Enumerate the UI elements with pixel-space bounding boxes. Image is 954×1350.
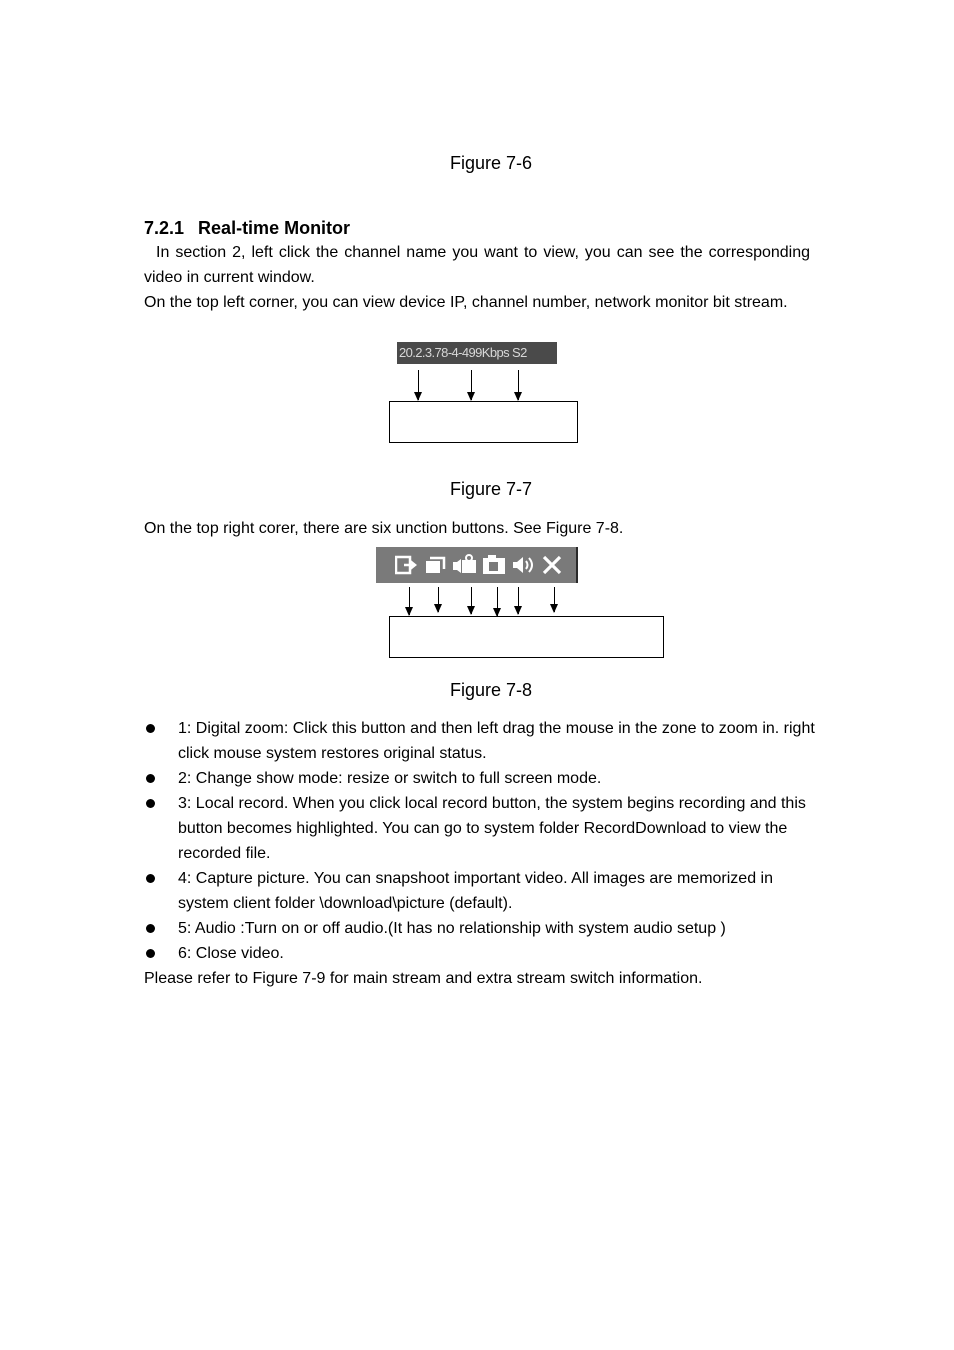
arrow-channel: [471, 370, 472, 400]
zoom-icon[interactable]: [394, 552, 420, 578]
button-description-list: [144, 716, 824, 966]
bullet-icon: [146, 924, 155, 933]
capture-icon[interactable]: [481, 552, 507, 578]
arrow-zoom: [409, 587, 410, 615]
section-number: 7.2.1: [144, 218, 185, 238]
bullet-icon: [146, 774, 155, 783]
arrow-close: [554, 587, 555, 612]
top-right-paragraph: On the top right corer, there are six unction buttons. See Figure 7-8.: [144, 520, 624, 537]
arrow-audio: [518, 587, 519, 614]
osd-info-bar: 20.2.3.78-4-499Kbps S2: [397, 342, 557, 364]
section-heading: [144, 218, 350, 239]
figure-7-8-caption: Figure 7-8: [449, 680, 533, 700]
figure-7-7-caption: Figure 7-7: [449, 479, 533, 499]
figure-7-8-label-box: [389, 616, 664, 658]
list-item: 2: Change show mode: resize or switch to full screen mode.: [144, 766, 824, 791]
function-toolbar: [376, 547, 578, 583]
record-icon[interactable]: [452, 552, 478, 578]
bullet-icon: [146, 949, 155, 958]
arrow-capture: [497, 587, 498, 616]
list-item: 5: Audio :Turn on or off audio.(It has no relationship with system audio setup ): [144, 916, 824, 941]
arrow-show-mode: [438, 587, 439, 612]
closing-paragraph: Please refer to Figure 7-9 for main stream and extra stream switch information.: [144, 970, 703, 987]
audio-icon[interactable]: [510, 552, 536, 578]
section-title: Real-time Monitor: [198, 218, 351, 238]
list-item: 1: Digital zoom: Click this button and then left drag the mouse in the zone to zoom in. right click mouse system restores original status.: [144, 716, 824, 766]
figure-7-6-caption: Figure 7-6: [449, 153, 533, 173]
arrow-ip: [418, 370, 419, 400]
arrow-bitstream: [518, 370, 519, 400]
bullet-icon: [146, 874, 155, 883]
bullet-icon: [146, 799, 155, 808]
bullet-icon: [146, 724, 155, 733]
show-mode-icon[interactable]: [423, 552, 449, 578]
top-left-paragraph: On the top left corner, you can view device IP, channel number, network monitor bit stream.: [144, 294, 788, 311]
arrow-record: [471, 587, 472, 614]
close-icon[interactable]: [539, 552, 565, 578]
list-item: 6: Close video.: [144, 941, 824, 966]
list-item: 3: Local record. When you click local record button, the system begins recording and this button becomes highlighted. You can go to system folder RecordDownload to view the recorded file.: [144, 791, 824, 866]
figure-7-7-label-box: [389, 401, 578, 443]
list-item: 4: Capture picture. You can snapshoot important video. All images are memorized in system client folder \download\picture (default).: [144, 866, 824, 916]
intro-paragraph: In section 2, left click the channel name you want to view, you can see the corresponding video in current window.: [144, 244, 815, 286]
